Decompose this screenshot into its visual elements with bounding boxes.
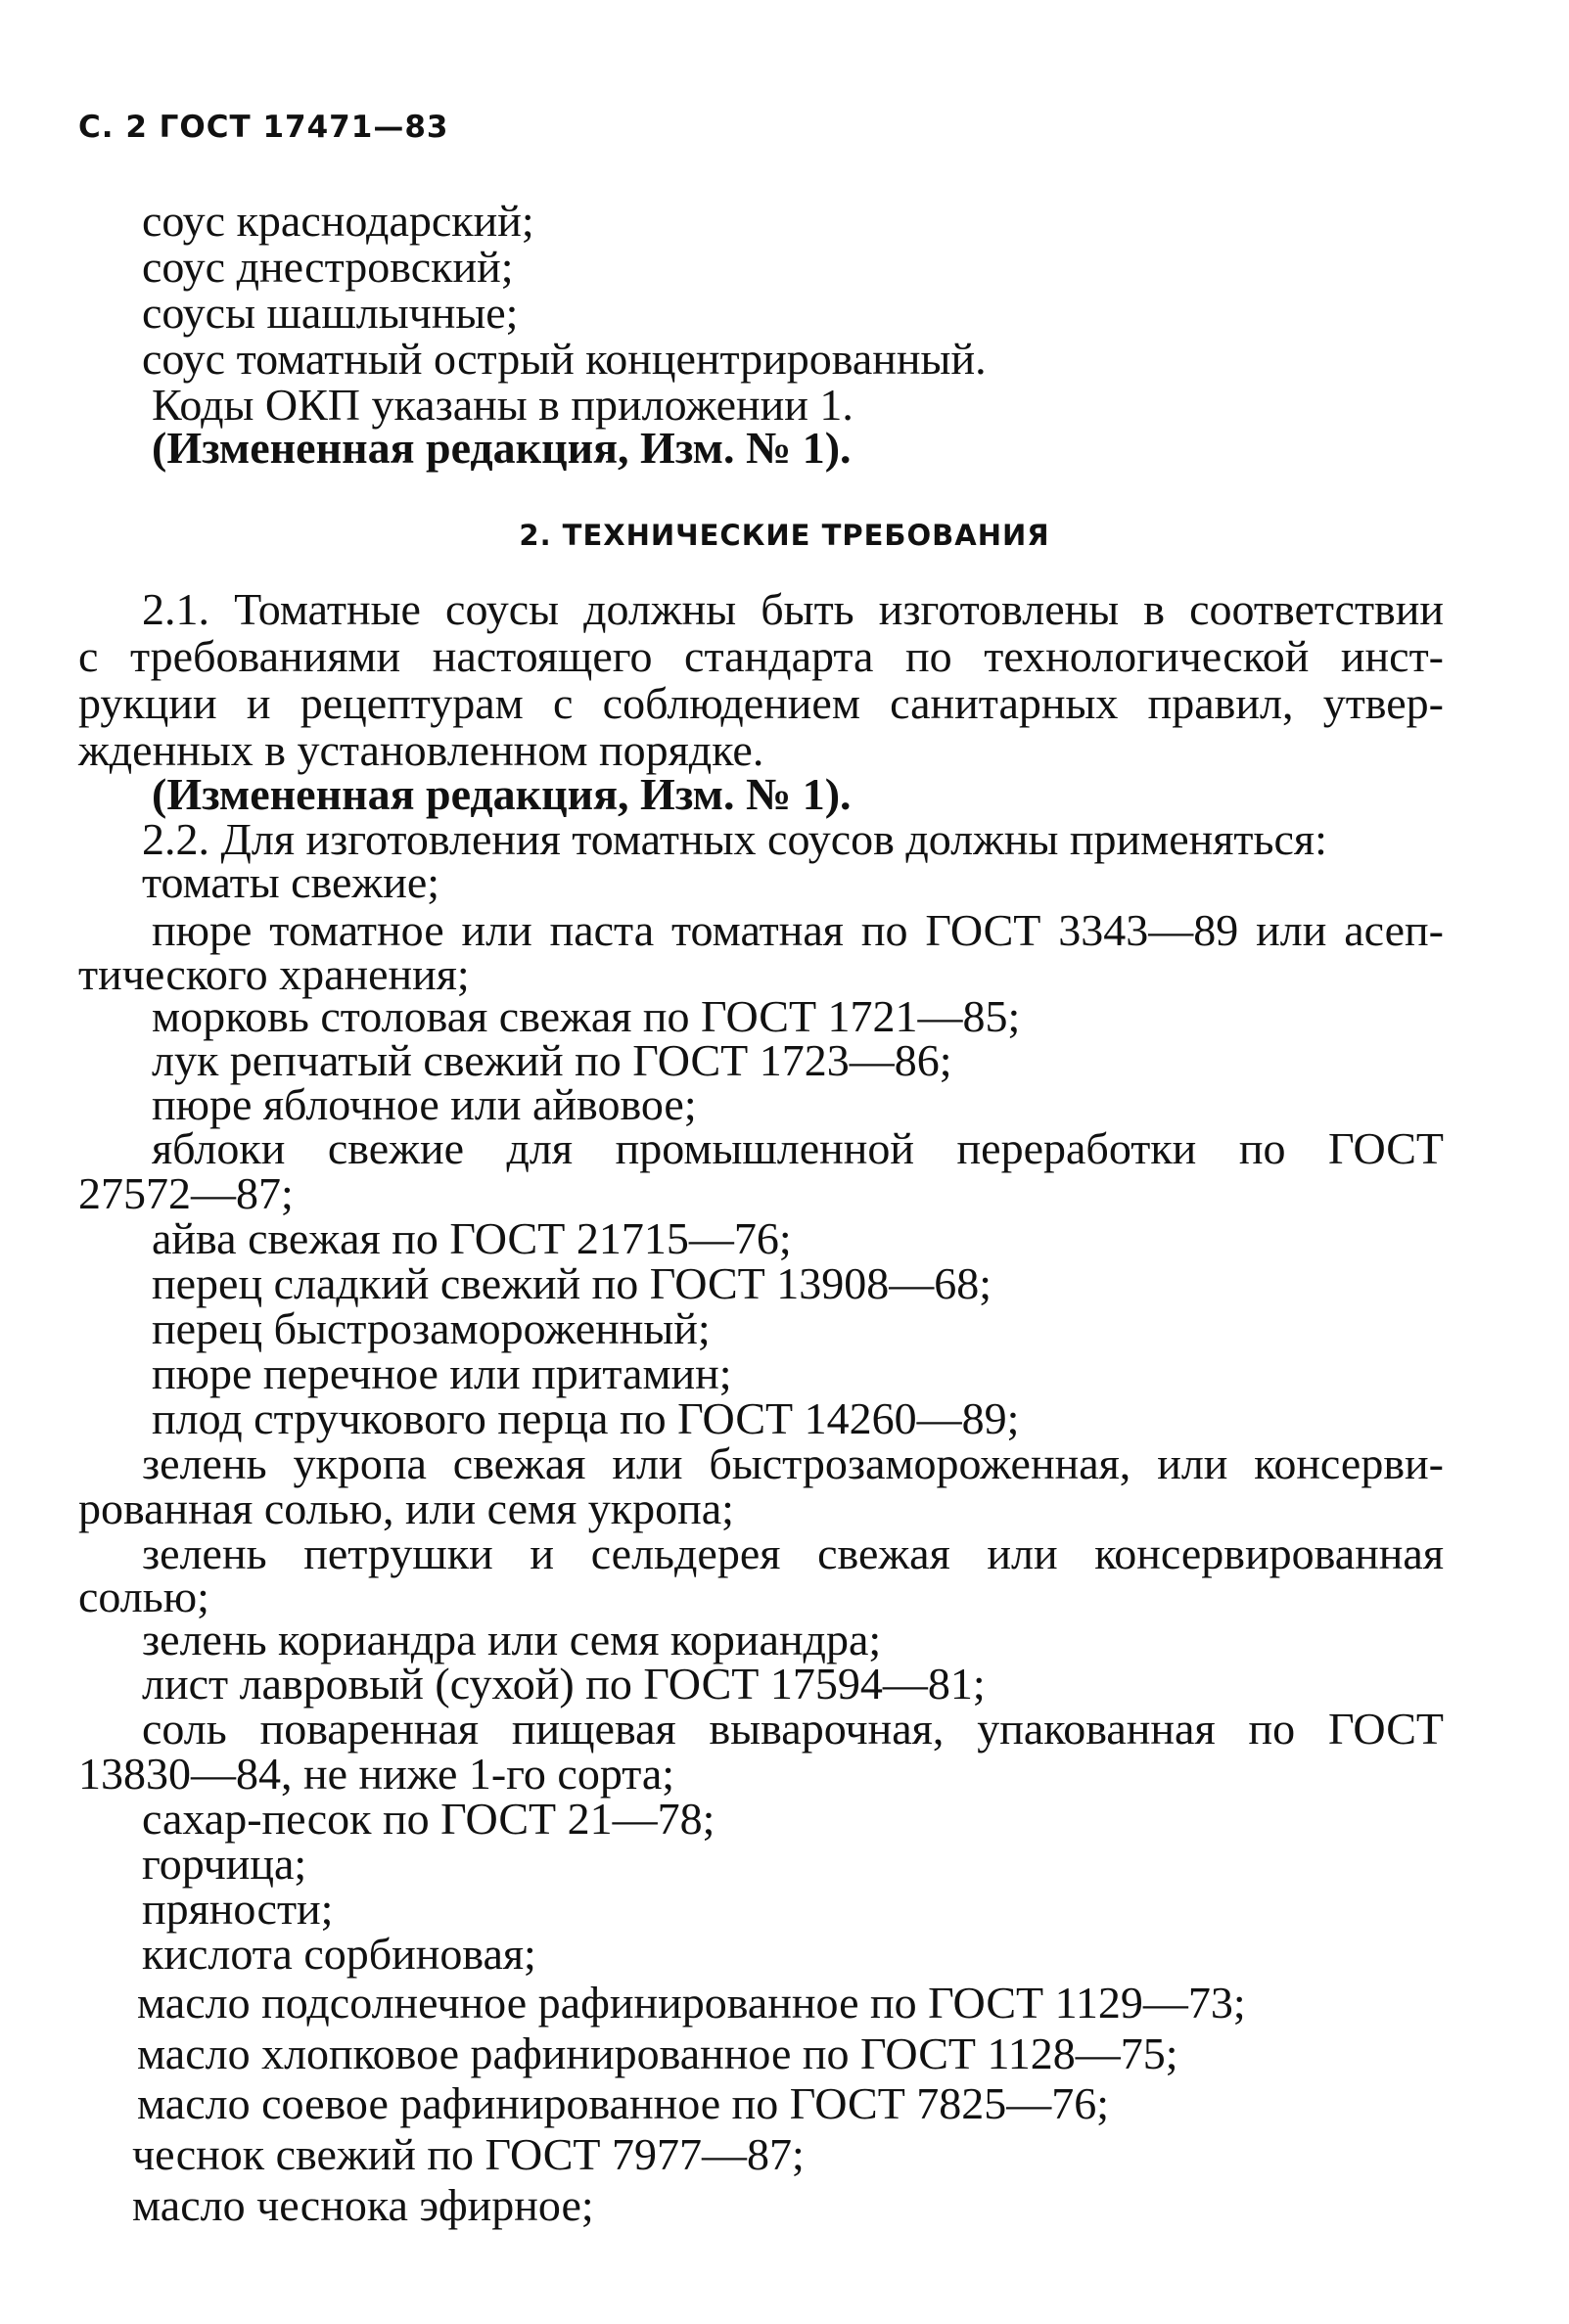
ingredient-item: плод стручкового перца по ГОСТ 14260—89;	[152, 1393, 1020, 1443]
intro-line: соусы шашлычные;	[142, 288, 519, 338]
ingredient-item: зелень укропа свежая или быстрозамороженная, или консерви-	[142, 1438, 1444, 1488]
ingredient-item: зелень кориандра или семя кориандра;	[142, 1615, 882, 1664]
ingredient-item: масло подсолнечное рафинированное по ГОСТ 1129—73;	[137, 1978, 1246, 2028]
running-head: С. 2 ГОСТ 17471—83	[78, 110, 449, 145]
okp-codes-note: Коды ОКП указаны в приложении 1.	[152, 380, 854, 430]
ingredient-item: масло чеснока эфирное;	[132, 2180, 594, 2230]
ingredient-item: соль поваренная пищевая выварочная, упакованная по ГОСТ	[142, 1704, 1444, 1754]
clause-2-1-line: с требованиями настоящего стандарта по технологической инст-	[78, 631, 1444, 681]
ingredient-item: солью;	[78, 1572, 209, 1621]
section-heading: 2. ТЕХНИЧЕСКИЕ ТРЕБОВАНИЯ	[519, 519, 1050, 552]
ingredient-item: зелень петрушки и сельдерея свежая или консервированная	[142, 1528, 1444, 1578]
ingredient-item: пюре перечное или притамин;	[152, 1348, 732, 1398]
clause-2-1-line: 2.1. Томатные соусы должны быть изготовлены в соответствии	[142, 584, 1444, 634]
ingredient-item: лук репчатый свежий по ГОСТ 1723—86;	[152, 1035, 952, 1085]
intro-line: соус краснодарский;	[142, 196, 534, 246]
ingredient-item: рованная солью, или семя укропа;	[78, 1483, 734, 1533]
ingredient-item: яблоки свежие для промышленной переработки по ГОСТ	[152, 1123, 1444, 1173]
ingredient-item: пюре томатное или паста томатная по ГОСТ 3343—89 или асеп-	[152, 905, 1444, 955]
intro-line: соус томатный острый концентрированный.	[142, 334, 987, 384]
clause-2-1-line: рукции и рецептурам с соблюдением санитарных правил, утвер-	[78, 678, 1444, 728]
amendment-note: (Измененная редакция, Изм. № 1).	[152, 769, 852, 819]
ingredient-item: пряности;	[142, 1884, 334, 1934]
ingredient-item: айва свежая по ГОСТ 21715—76;	[152, 1213, 792, 1263]
amendment-note: (Измененная редакция, Изм. № 1).	[152, 423, 852, 473]
ingredient-item: 13830—84, не ниже 1-го сорта;	[78, 1749, 675, 1799]
ingredient-item: перец быстрозамороженный;	[152, 1303, 711, 1353]
ingredient-item: масло хлопковое рафинированное по ГОСТ 1128—75;	[137, 2028, 1178, 2078]
ingredient-item: горчица;	[142, 1839, 307, 1889]
ingredient-item: кислота сорбиновая;	[142, 1929, 536, 1979]
intro-line: соус днестровский;	[142, 242, 514, 292]
ingredient-item: лист лавровый (сухой) по ГОСТ 17594—81;	[142, 1659, 986, 1709]
ingredient-item: чеснок свежий по ГОСТ 7977—87;	[132, 2129, 805, 2179]
ingredient-item: масло соевое рафинированное по ГОСТ 7825—76;	[137, 2078, 1110, 2128]
ingredient-item: тического хранения;	[78, 949, 470, 999]
ingredient-item: пюре яблочное или айвовое;	[152, 1079, 697, 1129]
ingredient-item: томаты свежие;	[142, 857, 440, 907]
ingredient-item: морковь столовая свежая по ГОСТ 1721—85;	[152, 991, 1021, 1041]
ingredient-item: сахар-песок по ГОСТ 21—78;	[142, 1794, 715, 1844]
ingredient-item: 27572—87;	[78, 1168, 294, 1218]
ingredient-item: перец сладкий свежий по ГОСТ 13908—68;	[152, 1258, 992, 1308]
clause-2-1-line: жденных в установленном порядке.	[78, 725, 764, 775]
clause-2-2-intro: 2.2. Для изготовления томатных соусов должны применяться:	[142, 814, 1327, 864]
